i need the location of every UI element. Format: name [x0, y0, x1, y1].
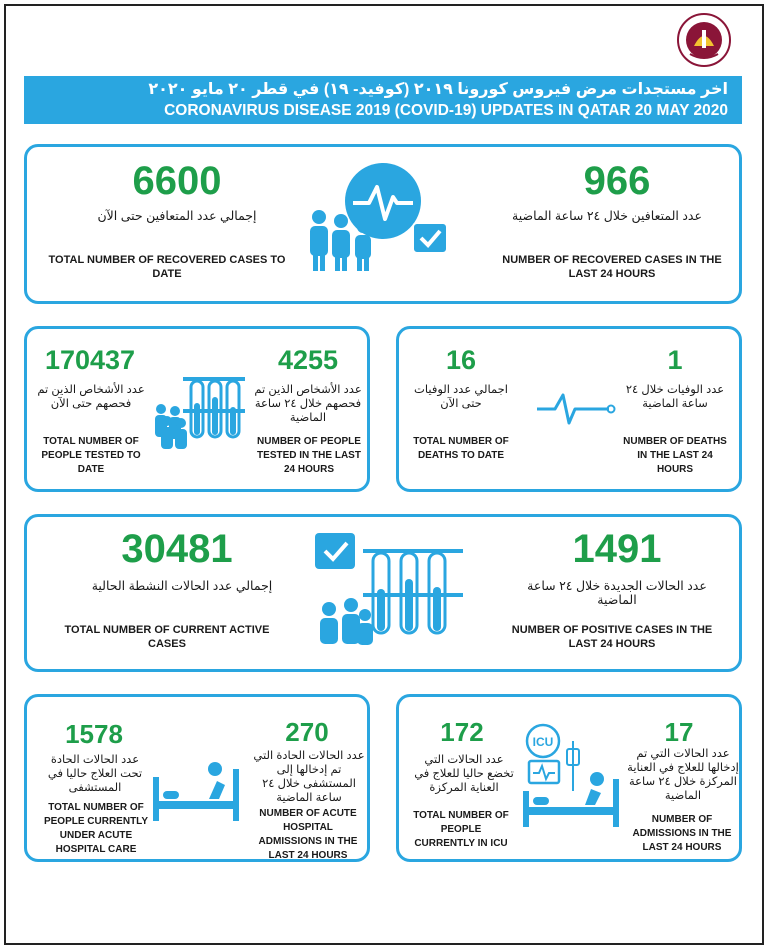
hospital-last24-en: NUMBER OF ACUTE HOSPITAL ADMISSIONS IN THE LAST 24 HOURS — [258, 808, 358, 861]
hospital-last24-value: 270 — [285, 717, 329, 747]
icu-card — [396, 694, 742, 862]
recovered-card — [24, 144, 742, 304]
icu-last24-ar: عدد الحالات التي تم إدخالها للعلاج في العناية المركزة خلال ٢٤ ساعة الماضية — [627, 748, 739, 802]
active-last24-value: 1491 — [572, 527, 662, 571]
recovered-last24-ar: عدد المتعافين خلال ٢٤ ساعة الماضية — [512, 209, 702, 223]
tests-total-value: 170437 — [44, 345, 136, 375]
icu-last24-en: NUMBER OF ADMISSIONS IN THE LAST 24 HOURS — [632, 814, 732, 853]
hospital-card — [24, 694, 370, 862]
icu-label: ICU — [532, 735, 554, 749]
moph-logo-icon — [676, 12, 732, 68]
tests-last24-en: NUMBER OF PEOPLE TESTED IN THE LAST 24 HOURS — [257, 436, 361, 475]
test-tubes-check-people-icon — [315, 529, 465, 659]
header-title-en: CORONAVIRUS DISEASE 2019 (COVID-19) UPDATES IN QATAR 20 MAY 2020 — [164, 102, 728, 119]
icu-last24-value: 17 — [664, 717, 694, 747]
tests-total-en: TOTAL NUMBER OF PEOPLE TESTED TO DATE — [41, 436, 141, 475]
deaths-last24-ar: عدد الوفيات خلال ٢٤ ساعة الماضية — [625, 384, 725, 410]
hospital-total-en: TOTAL NUMBER OF PEOPLE CURRENTLY UNDER ACUTE HOSPITAL CARE — [43, 802, 149, 855]
recovered-total-ar: إجمالي عدد المتعافين حتى الآن — [97, 209, 257, 223]
hospital-total-value: 1578 — [65, 719, 123, 749]
active-last24-en: NUMBER OF POSITIVE CASES IN THE LAST 24 HOURS — [511, 624, 713, 650]
tests-last24-ar: عدد الأشخاص الذين تم فحصهم خلال ٢٤ ساعة الماضية — [254, 384, 362, 424]
test-tubes-people-icon — [151, 373, 251, 453]
deaths-card — [396, 326, 742, 492]
active-total-en: TOTAL NUMBER OF CURRENT ACTIVE CASES — [64, 624, 270, 650]
flatline-heartbeat-icon — [535, 389, 615, 429]
deaths-last24-en: NUMBER OF DEATHS IN THE LAST 24 HOURS — [623, 436, 727, 475]
header-title-ar: اخر مستجدات مرض فيروس كورونا ٢٠١٩ (كوفيد- ١٩) في قطر ٢٠ مايو ٢٠٢٠ — [148, 81, 728, 98]
header-banner — [24, 76, 742, 124]
deaths-total-ar: اجمالي عدد الوفيات حتى الآن — [414, 384, 508, 410]
recovered-people-monitor-icon — [305, 157, 455, 277]
icu-bed-monitor-icon — [521, 721, 621, 831]
hospital-bed-icon — [151, 755, 241, 825]
tests-total-ar: عدد الأشخاص الذين تم فحصهم حتى الآن — [37, 384, 145, 410]
icu-total-en: TOTAL NUMBER OF PEOPLE CURRENTLY IN ICU — [413, 810, 509, 849]
recovered-total-en: TOTAL NUMBER OF RECOVERED CASES TO DATE — [48, 254, 286, 280]
recovered-last24-value: 966 — [583, 159, 651, 203]
deaths-last24-value: 1 — [667, 345, 683, 375]
deaths-total-value: 16 — [445, 345, 477, 375]
hospital-last24-ar: عدد الحالات الحادة التي تم إدخالها إلى المستشفى خلال ٢٤ ساعة الماضية — [253, 750, 365, 804]
recovered-last24-en: NUMBER OF RECOVERED CASES IN THE LAST 24 HOURS — [502, 254, 722, 280]
tests-card — [24, 326, 370, 492]
deaths-total-en: TOTAL NUMBER OF DEATHS TO DATE — [413, 436, 509, 461]
icu-total-ar: عدد الحالات التي تخضع حاليا للعلاج في العناية المركزة — [414, 754, 514, 794]
active-total-ar: إجمالي عدد الحالات النشطة الحالية — [91, 579, 273, 593]
tests-last24-value: 4255 — [277, 345, 339, 375]
icu-total-value: 172 — [440, 717, 484, 747]
active-cases-card — [24, 514, 742, 672]
active-total-value: 30481 — [121, 527, 233, 571]
recovered-total-value: 6600 — [132, 159, 222, 203]
active-last24-ar: عدد الحالات الجديدة خلال ٢٤ ساعة الماضية — [527, 579, 707, 607]
hospital-total-ar: عدد الحالات الحادة تحت العلاج حاليا في المستشفى — [47, 754, 143, 794]
